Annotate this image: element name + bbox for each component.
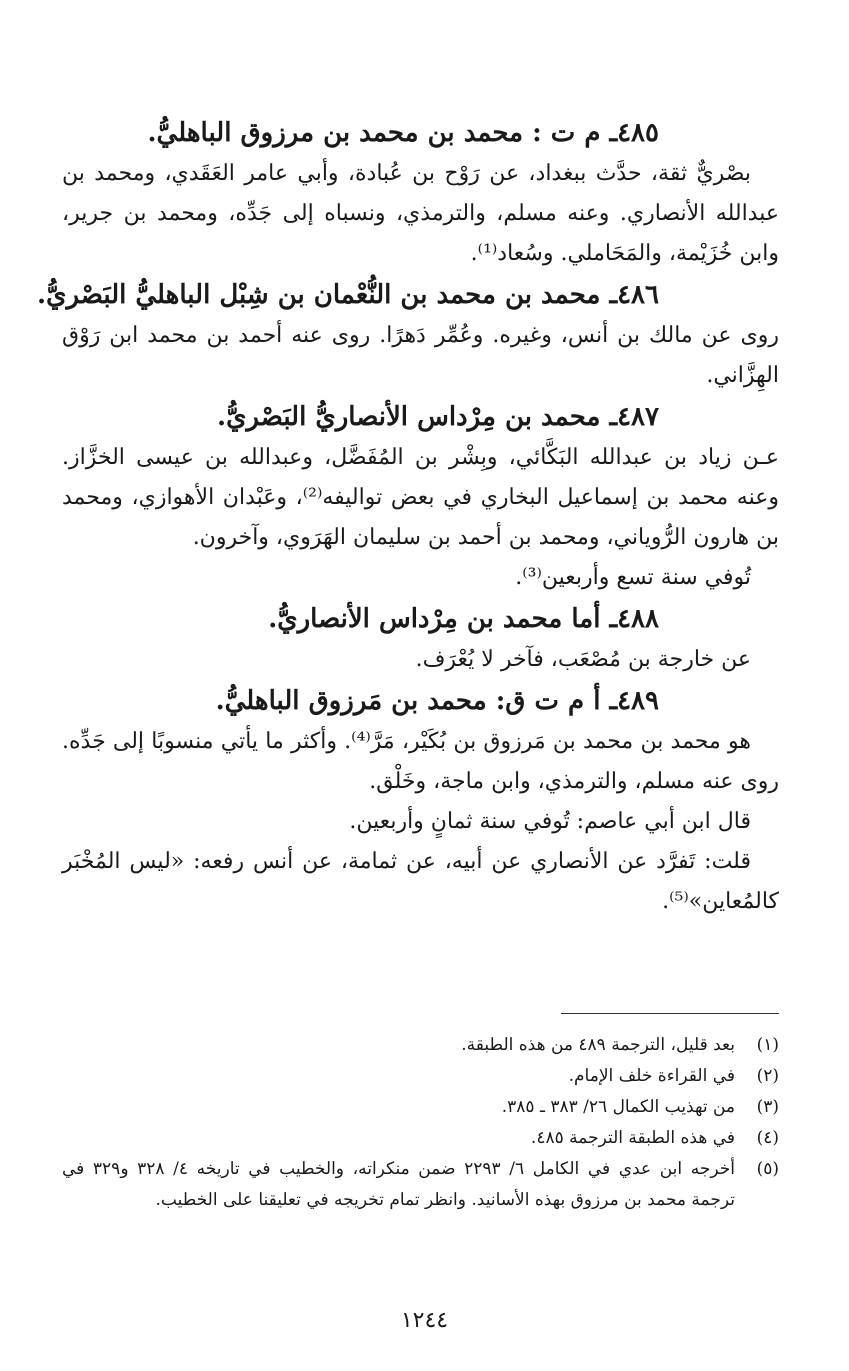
footnote bbox=[62, 1154, 779, 1216]
entry-485 bbox=[62, 112, 779, 274]
entry-title: ٤٨٧ـ محمد بن مِرْداس الأنصاريُّ البَصْريُّ. bbox=[217, 402, 659, 432]
footnotes bbox=[62, 1030, 779, 1216]
footnote bbox=[62, 1123, 779, 1154]
entry-title: ٤٨٥ـ م ت : محمد بن محمد بن مرزوق الباهليُّ. bbox=[147, 118, 659, 148]
entry-title: ٤٨٦ـ محمد بن محمد بن النُّعْمان بن شِبْل الباهليُّ البَصْريُّ. bbox=[37, 280, 659, 310]
main-text bbox=[37, 112, 779, 922]
footnote-divider bbox=[561, 1013, 779, 1014]
footnote-text: في القراءة خلف الإمام. bbox=[568, 1066, 735, 1086]
page-number: ١٢٤٤ bbox=[400, 1308, 449, 1333]
entry-paragraph: قلت: تَفرَّد عن الأنصاري عن أبيه، عن ثمامة، عن أنس رفعه: «ليس المُخْبَر كالمُعاين»⁽⁵⁾. bbox=[62, 849, 779, 914]
footnote-text: من تهذيب الكمال ٢٦/ ٣٨٣ ـ ٣٨٥. bbox=[501, 1097, 735, 1117]
footnote bbox=[62, 1030, 779, 1061]
footnote-text: في هذه الطبقة الترجمة ٤٨٥. bbox=[530, 1128, 735, 1148]
entry-paragraph: بصْريٌّ ثقة، حدَّث ببغداد، عن رَوْح بن عُبادة، وأبي عامر العَقَدي، ومحمد بن عبدالله الأنصاري. وعنه مسلم، والترمذي، ونسباه إلى جَدِّه، ومحمد بن جرير، وابن خُزَيْمة، والمَحَاملي. وسُعاد⁽¹⁾. bbox=[62, 161, 779, 266]
footnote-number: (٣) bbox=[756, 1097, 779, 1117]
entry-paragraph: تُوفي سنة تسع وأربعين⁽³⁾. bbox=[515, 565, 751, 590]
footnote-number: (٤) bbox=[756, 1128, 779, 1148]
entry-paragraph: قال ابن أبي عاصم: تُوفي سنة ثمانٍ وأربعين. bbox=[349, 809, 751, 834]
footnote-text: بعد قليل، الترجمة ٤٨٩ من هذه الطبقة. bbox=[461, 1035, 735, 1055]
footnote bbox=[62, 1092, 779, 1123]
entry-paragraph: روى عن مالك بن أنس، وغيره. وعُمِّر دَهرًا. روى عنه أحمد بن محمد ابن رَوْق الهِزَّاني. bbox=[62, 323, 779, 388]
entry-486 bbox=[37, 274, 779, 396]
entry-title: ٤٨٨ـ أما محمد بن مِرْداس الأنصاريُّ. bbox=[268, 604, 659, 634]
footnote bbox=[62, 1061, 779, 1092]
entry-paragraph: هو محمد بن محمد بن مَرزوق بن بُكَيْر، مَرَّ⁽⁴⁾. وأكثر ما يأتي منسوبًا إلى جَدِّه. روى عنه مسلم، والترمذي، وابن ماجة، وخَلْق. bbox=[62, 729, 779, 794]
entry-title: ٤٨٩ـ أ م ت ق: محمد بن مَرزوق الباهليُّ. bbox=[215, 686, 659, 716]
entry-487 bbox=[62, 396, 779, 598]
entry-488 bbox=[62, 598, 779, 680]
footnote-number: (١) bbox=[756, 1035, 779, 1055]
entry-paragraph: عـن زياد بن عبدالله البَكَّائي، وبِشْر بن المُفَضَّل، وعبدالله بن عيسى الخزَّاز. وعنه محمد بن إسماعيل البخاري في بعض تواليفه⁽²⁾، وعَبْدان الأهوازي، ومحمد بن هارون الرُّوياني، ومحمد بن أحمد بن سليمان الهَرَوي، وآخرون. bbox=[62, 445, 779, 550]
entry-paragraph: عن خارجة بن مُصْعَب، فآخر لا يُعْرَف. bbox=[415, 647, 751, 672]
footnote-number: (٢) bbox=[756, 1066, 779, 1086]
footnote-number: (٥) bbox=[756, 1159, 779, 1179]
entry-489 bbox=[62, 680, 779, 922]
footnote-text: أخرجه ابن عدي في الكامل ٦/ ٢٢٩٣ ضمن منكراته، والخطيب في تاريخه ٤/ ٣٢٨ و٣٢٩ في ترجمة محمد بن مرزوق بهذه الأسانيد. وانظر تمام تخريجه في تعليقنا على الخطيب. bbox=[62, 1159, 735, 1210]
